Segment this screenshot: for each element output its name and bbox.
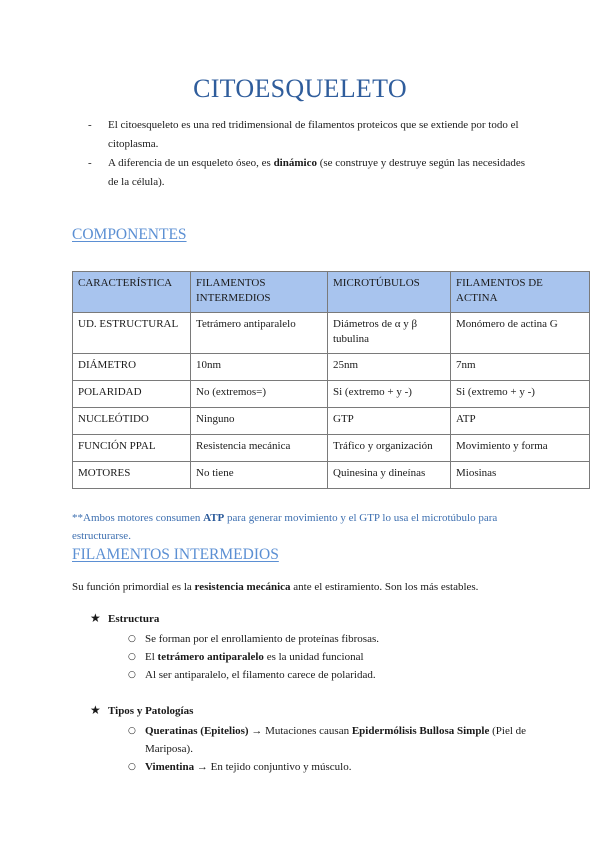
intro-item-2 — [88, 154, 538, 192]
list-item — [128, 648, 560, 666]
para-text-a: Su función primordial es la — [72, 581, 195, 593]
bullet-dash: - — [88, 119, 92, 131]
section-heading-componentes: COMPONENTES — [72, 226, 187, 243]
star-icon: ★ — [90, 611, 101, 625]
table-header-cell: FILAMENTOS DE ACTINA — [451, 272, 590, 313]
table-row — [73, 462, 590, 489]
circle-bullet-icon: ○ — [128, 726, 136, 736]
star-icon: ★ — [90, 703, 101, 717]
table-cell: Diámetros de α y β tubulina — [328, 313, 451, 354]
table-row — [73, 354, 590, 381]
table-cell: Tráfico y organización — [328, 435, 451, 462]
tipos-item-1-bold-a: Queratinas (Epitelios) — [145, 725, 249, 737]
estructura-list — [90, 630, 560, 684]
tipos-item-2-text: → En tejido conjuntivo y músculo. — [194, 761, 352, 773]
estructura-item-3: Al ser antiparalelo, el filamento carece de polaridad. — [145, 669, 376, 681]
table-cell: No (extremos=) — [191, 381, 328, 408]
tipos-heading: Tipos y Patologías — [108, 705, 194, 717]
table-cell: POLARIDAD — [73, 381, 191, 408]
estructura-item-2a: El — [145, 651, 158, 663]
table-cell: Si (extremo + y -) — [451, 381, 590, 408]
components-table — [72, 271, 590, 489]
tipos-item-1-text-b: → Mutaciones causan — [248, 725, 352, 737]
page-title: CITOESQUELETO — [193, 74, 407, 103]
table-row — [73, 313, 590, 354]
bullet-dash: - — [88, 157, 92, 169]
table-cell: 25nm — [328, 354, 451, 381]
para-text-c: ante el estiramiento. Son los más estables. — [290, 581, 479, 593]
table-row — [73, 408, 590, 435]
table-cell: 10nm — [191, 354, 328, 381]
table-cell: MOTORES — [73, 462, 191, 489]
tipos-block — [90, 703, 560, 776]
tipos-item-1-text-d: (Piel de Mariposa). — [145, 725, 527, 755]
circle-bullet-icon: ○ — [128, 652, 136, 662]
table-header-cell: FILAMENTOS INTERMEDIOS — [191, 272, 328, 313]
estructura-item-1: Se forman por el enrollamiento de proteínas fibrosas. — [145, 633, 379, 645]
estructura-heading: Estructura — [108, 613, 160, 625]
tipos-heading-row — [90, 703, 560, 720]
para-bold: resistencia mecánica — [194, 581, 291, 593]
table-cell: GTP — [328, 408, 451, 435]
table-cell: Monómero de actina G — [451, 313, 590, 354]
circle-bullet-icon: ○ — [128, 634, 136, 644]
tipos-item-2-bold: Vimentina — [145, 761, 195, 773]
table-row — [73, 435, 590, 462]
table-cell: Movimiento y forma — [451, 435, 590, 462]
table-header-row — [73, 272, 590, 313]
table-cell: 7nm — [451, 354, 590, 381]
estructura-item-2c: es la unidad funcional — [263, 651, 364, 663]
tipos-item-1-bold-c: Epidermólisis Bullosa Simple — [351, 725, 490, 737]
estructura-item-2-bold: tetrámero antiparalelo — [157, 651, 264, 663]
list-item — [128, 666, 560, 684]
table-cell: Miosinas — [451, 462, 590, 489]
table-cell: NUCLEÓTIDO — [73, 408, 191, 435]
intro-list — [88, 116, 538, 192]
table-cell: No tiene — [191, 462, 328, 489]
table-cell: Tetrámero antiparalelo — [191, 313, 328, 354]
tipos-list — [90, 722, 560, 776]
table-cell: Ninguno — [191, 408, 328, 435]
intro-text-1: El citoesqueleto es una red tridimensional de filamentos proteicos que se extiende por todo el citoplasma. — [108, 119, 519, 150]
note-text-c: para generar movimiento y el GTP lo usa el microtúbulo para estructurarse. — [72, 512, 498, 542]
intro-item-1 — [88, 116, 538, 154]
table-cell: DIÁMETRO — [73, 354, 191, 381]
intro-text-2c: (se construye y destruye según las necesidades de la célula). — [108, 157, 525, 188]
estructura-block — [90, 611, 560, 684]
table-cell: Resistencia mecánica — [191, 435, 328, 462]
table-row — [73, 381, 590, 408]
section-heading-filamentos-intermedios: FILAMENTOS INTERMEDIOS — [72, 546, 279, 563]
intro-bold-dinamico: dinámico — [273, 157, 317, 169]
circle-bullet-icon: ○ — [128, 762, 136, 772]
table-cell: Si (extremo + y -) — [328, 381, 451, 408]
table-cell: Quinesina y dineínas — [328, 462, 451, 489]
table-cell: FUNCIÓN PPAL — [73, 435, 191, 462]
table-header-cell: MICROTÚBULOS — [328, 272, 451, 313]
intro-text-2a: A diferencia de un esqueleto óseo, es — [108, 157, 274, 169]
estructura-heading-row — [90, 611, 560, 628]
table-cell: UD. ESTRUCTURAL — [73, 313, 191, 354]
list-item — [128, 758, 560, 776]
note-bold-atp: ATP — [203, 512, 225, 524]
fi-paragraph — [72, 581, 572, 593]
table-cell: ATP — [451, 408, 590, 435]
list-item — [128, 630, 560, 648]
note-text-a: **Ambos motores consumen — [72, 512, 204, 524]
list-item — [128, 722, 560, 758]
circle-bullet-icon: ○ — [128, 670, 136, 680]
table-header-cell: CARACTERÍSTICA — [73, 272, 191, 313]
table-footnote — [72, 509, 542, 545]
